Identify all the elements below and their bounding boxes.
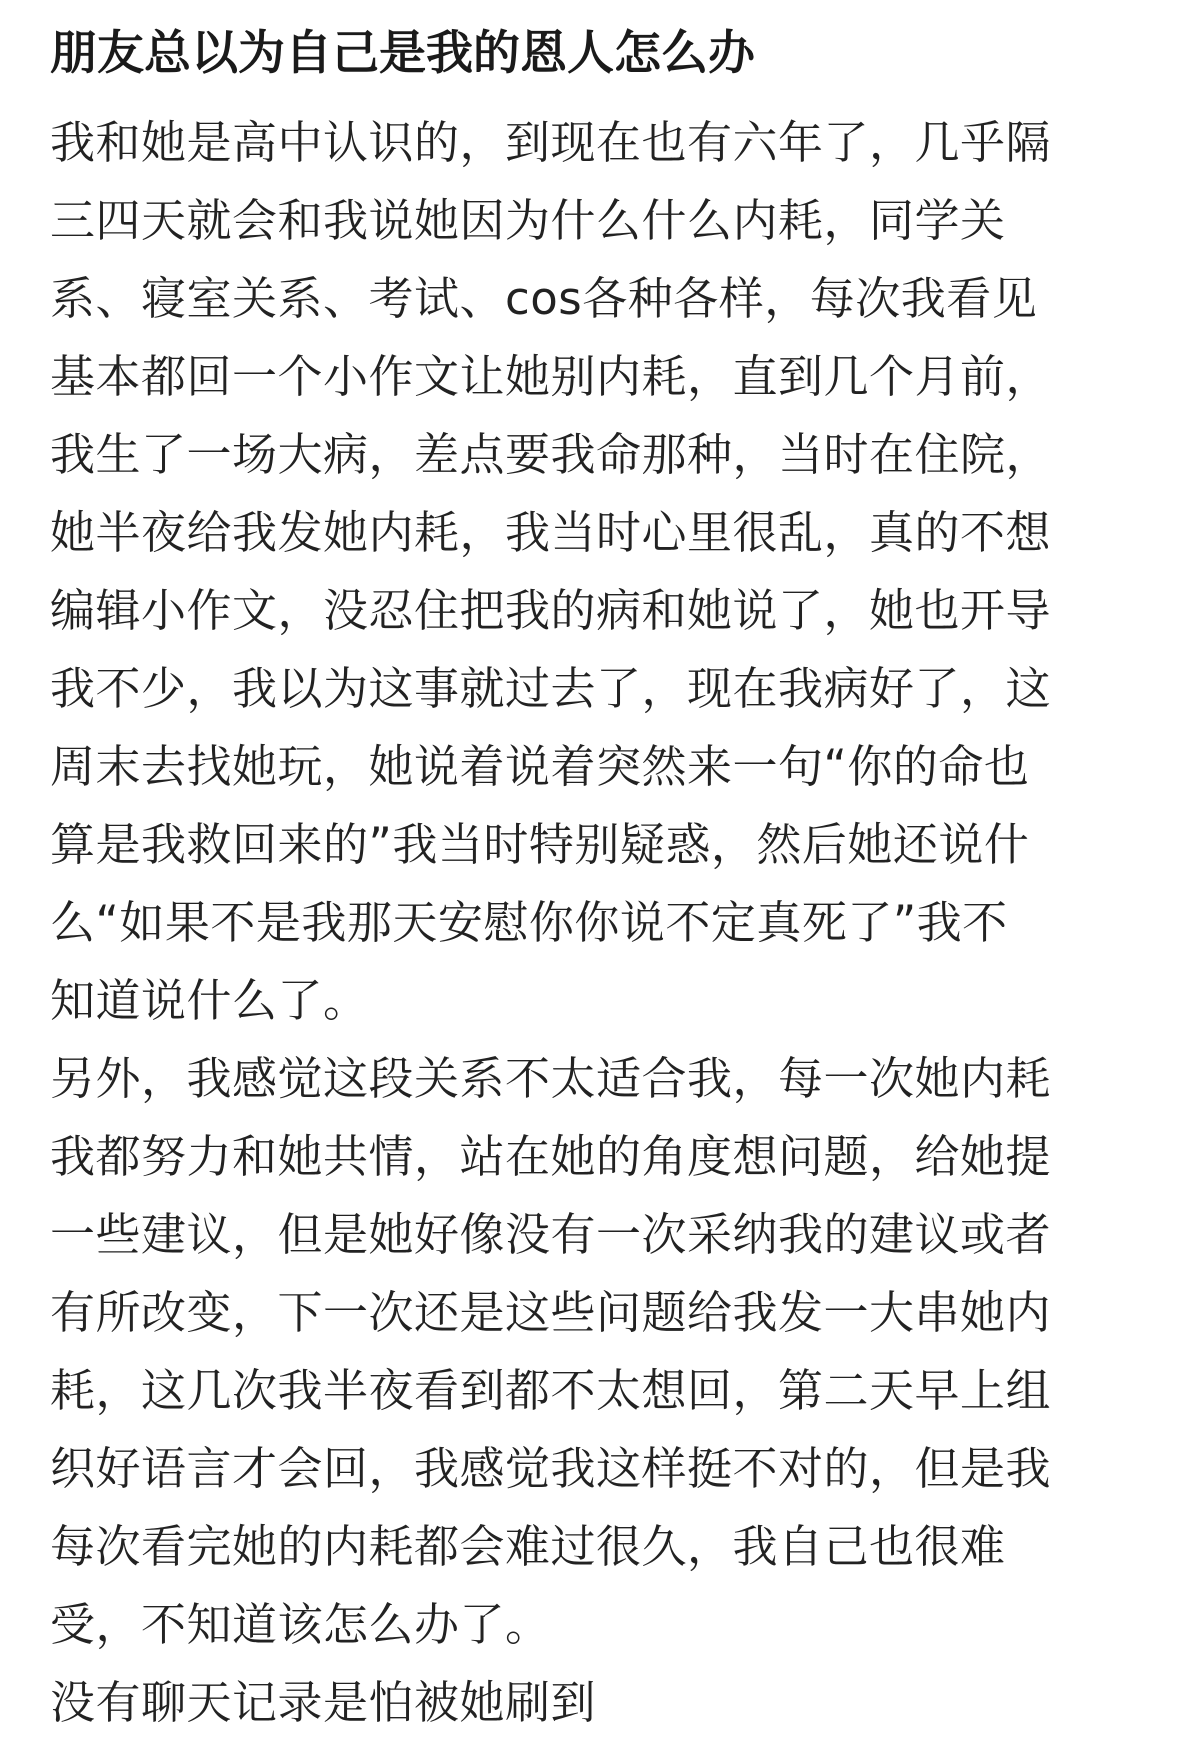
text-line: 么“如果不是我那天安慰你你说不定真死了”我不 <box>50 896 1008 949</box>
text-line: 她半夜给我发她内耗，我当时心里很乱，真的不想 <box>50 506 1052 559</box>
paragraph-2 <box>50 1040 1140 1664</box>
text-line: 另外，我感觉这段关系不太适合我，每一次她内耗 <box>50 1052 1052 1105</box>
text-line: 知道说什么了。 <box>50 974 369 1027</box>
text-line: 三四天就会和我说她因为什么什么内耗，同学关 <box>50 194 1006 247</box>
text-line: 编辑小作文，没忍住把我的病和她说了，她也开导 <box>50 584 1052 637</box>
post-title: 朋友总以为自己是我的恩人怎么办 <box>50 26 755 81</box>
text-line: 受，不知道该怎么办了。 <box>50 1598 551 1651</box>
post-container <box>50 22 1140 1742</box>
text-line: 我都努力和她共情，站在她的角度想问题，给她提 <box>50 1130 1052 1183</box>
text-line: 周末去找她玩，她说着说着突然来一句“你的命也 <box>50 740 1030 793</box>
paragraph-3 <box>50 1664 1140 1742</box>
text-line: 没有聊天记录是怕被她刷到 <box>50 1676 597 1729</box>
post-body <box>50 104 1140 1742</box>
paragraph-1 <box>50 104 1140 1040</box>
text-line: 织好语言才会回，我感觉我这样挺不对的，但是我 <box>50 1442 1052 1495</box>
text-line: 耗，这几次我半夜看到都不太想回，第二天早上组 <box>50 1364 1052 1417</box>
text-line: 一些建议，但是她好像没有一次采纳我的建议或者 <box>50 1208 1052 1261</box>
text-line: 我生了一场大病，差点要我命那种，当时在住院， <box>50 428 1052 481</box>
text-line: 算是我救回来的”我当时特别疑惑，然后她还说什 <box>50 818 1030 871</box>
text-line: 有所改变，下一次还是这些问题给我发一大串她内 <box>50 1286 1052 1339</box>
text-line: 系、寝室关系、考试、cos各种各样，每次我看见 <box>50 272 1038 325</box>
text-line: 每次看完她的内耗都会难过很久，我自己也很难 <box>50 1520 1006 1573</box>
text-line: 我不少，我以为这事就过去了，现在我病好了，这 <box>50 662 1052 715</box>
text-line: 基本都回一个小作文让她别内耗，直到几个月前， <box>50 350 1052 403</box>
text-line: 我和她是高中认识的，到现在也有六年了，几乎隔 <box>50 116 1052 169</box>
